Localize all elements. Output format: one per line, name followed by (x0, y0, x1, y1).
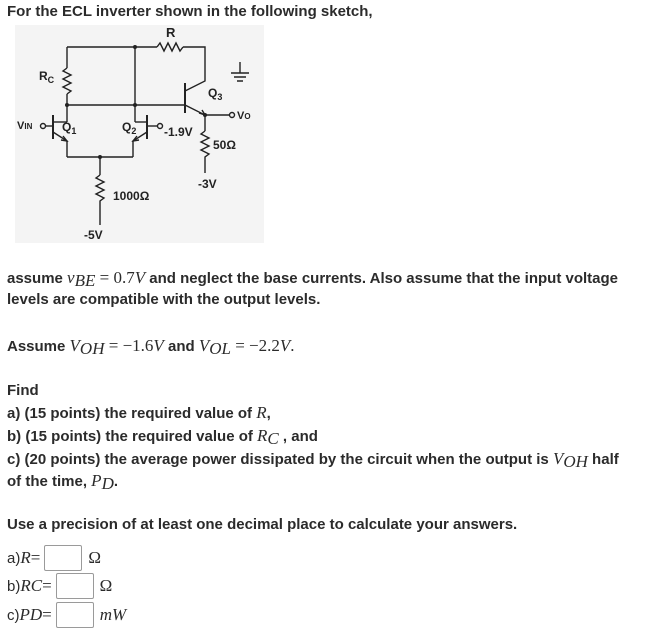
answer-b-row (7, 571, 112, 601)
answer-a-var: R (20, 548, 31, 567)
ground-symbol (231, 73, 249, 81)
circuit-diagram (15, 25, 264, 243)
q3-collector (185, 63, 205, 91)
resistor-50-symbol (201, 131, 209, 173)
answer-a-input[interactable] (44, 545, 82, 571)
answer-a-unit: Ω (88, 548, 101, 567)
answer-c-var: P (19, 605, 30, 624)
answer-b-sub: C (30, 576, 43, 595)
resistor-rc-symbol (63, 68, 71, 94)
part-c-text-line2: of the time, $P_D$. (7, 471, 119, 493)
q1-emitter (53, 132, 67, 157)
label-1000-ohm: 1000Ω (113, 189, 150, 203)
answer-c-unit: mW (99, 605, 127, 624)
label-r: R (166, 25, 176, 40)
answer-b-eq: = (42, 576, 52, 595)
answer-b-unit: Ω (99, 576, 113, 595)
part-c-text: c) (20 points) the average power dissipated by the circuit when the output is $V_{OH}$ half (7, 449, 619, 471)
vin-terminal (41, 124, 46, 129)
precision-note: Use a precision of at least one decimal place to calculate your answers. (7, 516, 518, 533)
answer-c-sub: D (29, 605, 43, 624)
vo-terminal (230, 113, 235, 118)
junction-dot-5 (203, 113, 207, 117)
answer-c-input[interactable] (56, 602, 94, 628)
label-bias: -1.9V (164, 125, 193, 139)
junction-dot-1 (65, 103, 69, 107)
answer-b-var: R (20, 576, 31, 595)
resistor-r-symbol (157, 43, 183, 51)
label-rc: $R_C$ (39, 69, 55, 85)
label-minus-5v: -5V (84, 228, 103, 242)
junction-dot-2 (133, 103, 137, 107)
answer-a-eq: = (30, 548, 41, 567)
junction-dot-4 (98, 155, 102, 159)
assume-voltage-levels: Assume $V_{OH} = -1.6V$ and $V_{OL} = -2.2V$. (7, 336, 295, 358)
answer-c-label: c) (7, 606, 20, 624)
part-a-text: a) (15 points) the required value of R, (7, 403, 271, 422)
label-q2: $Q_2$ (122, 120, 137, 136)
bias-terminal (158, 124, 163, 129)
assume-line-1: assume $v_{BE} = 0.7V$ and neglect the base currents. Also assume that the input voltage (7, 268, 618, 290)
ecl-circuit-figure (15, 25, 264, 243)
answer-b-input[interactable] (56, 573, 94, 599)
label-50-ohm: 50Ω (213, 138, 236, 152)
answer-a-label: a) (7, 549, 21, 567)
label-q3: $Q_3$ (208, 86, 223, 102)
label-vin: VIN (17, 120, 33, 132)
answer-c-row (7, 600, 126, 630)
question-title: For the ECL inverter shown in the following sketch, (7, 3, 373, 20)
wire-top-right (183, 47, 205, 63)
answer-c-eq: = (42, 605, 52, 624)
part-b-text: b) (15 points) the required value of $R_C$ , and (7, 426, 318, 448)
junction-dot-3 (133, 45, 137, 49)
answer-b-label: b) (7, 577, 21, 595)
label-q1: $Q_1$ (62, 120, 77, 136)
label-minus-3v: -3V (198, 177, 217, 191)
label-vo: VO (237, 110, 251, 122)
find-heading: Find (7, 382, 39, 399)
assume-line-2: levels are compatible with the output levels. (7, 291, 321, 308)
resistor-1000-symbol (96, 175, 104, 225)
answer-a-row (7, 543, 101, 573)
